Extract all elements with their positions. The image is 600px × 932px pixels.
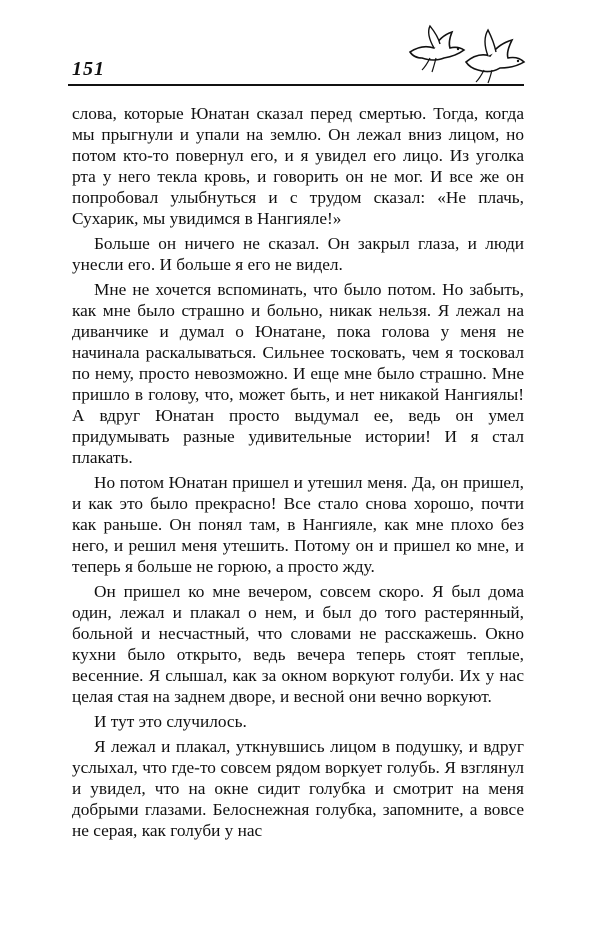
paragraph: слова, которые Юнатан сказал перед смертью. Тогда, когда мы прыгнули и упали на землю. Он лежал вниз лицом, но потом кто-то повернул его, и я увидел его лицо. Из уголка рта у него текла кровь, и говорить он не мог. И все же он попробовал улыбнуться и с трудом сказал: «Не плачь, Сухарик, мы увидимся в Нангияле!» xyxy=(72,104,524,228)
paragraph: Больше он ничего не сказал. Он закрыл глаза, и люди унесли его. И больше я его не видел. xyxy=(72,234,524,274)
paragraph: Он пришел ко мне вечером, совсем скоро. Я был дома один, лежал и плакал о нем, и был до того растерянный, больной и несчастный, что словами не расскажешь. Окно кухни было открыто, ведь вечера теперь стоят теплые, весенние. Я слышал, как за окном воркуют голуби. Их у нас целая стая на заднем дворе, и весной они вечно воркуют. xyxy=(72,582,524,706)
header-rule xyxy=(68,84,524,86)
doves-icon xyxy=(400,22,528,84)
body-text xyxy=(72,103,524,845)
paragraph: Я лежал и плакал, уткнувшись лицом в подушку, и вдруг услыхал, что где-то совсем рядом воркует голубь. Я взглянул и увидел, что на окне сидит голубка и смотрит на меня добрыми глазами. Белоснежная голубка, запомните, а вовсе не серая, как голуби у нас xyxy=(72,737,524,840)
page-number: 151 xyxy=(72,58,105,80)
paragraph: И тут это случилось. xyxy=(94,712,247,731)
paragraph: Но потом Юнатан пришел и утешил меня. Да, он пришел, и как это было прекрасно! Все стало снова хорошо, почти как раньше. Он понял там, в Нангияле, как мне плохо без него, и решил меня утешить. Потому он и пришел ко мне, и теперь я больше не горюю, а просто жду. xyxy=(72,473,524,576)
paragraph: Мне не хочется вспоминать, что было потом. Но забыть, как мне было страшно и больно, никак нельзя. Я лежал на диванчике и думал о Юнатане, пока голова у меня не начинала раскалываться. Сильнее тосковать, чем я тосковал по нему, просто невозможно. И еще мне было страшно. Мне пришло в голову, что, может быть, и нет никакой Нангиялы! А вдруг Юнатан просто выдумал ее, ведь он умел придумывать разные удивительные истории! И я стал плакать. xyxy=(72,280,524,467)
